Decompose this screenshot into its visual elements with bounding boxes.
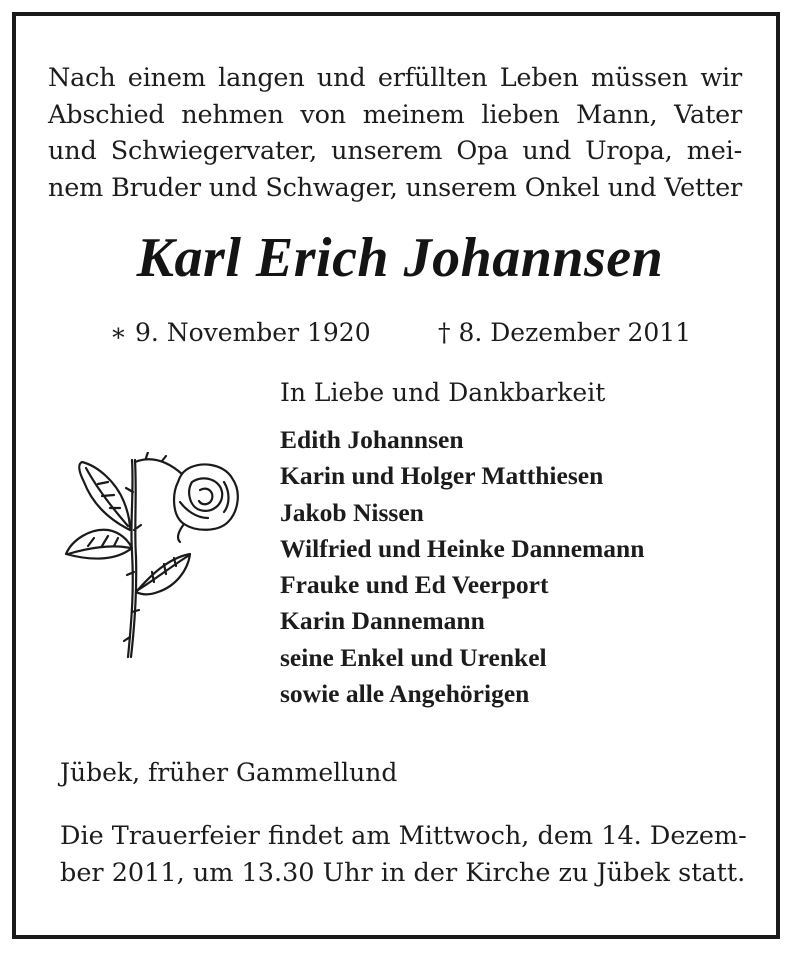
intro-line: Abschied nehmen von meinem lieben Mann, Vater (48, 99, 742, 130)
place: Jübek, früher Gammellund (60, 758, 398, 787)
rose-drawing-icon (58, 452, 248, 667)
service-line: ber 2011, um 13.30 Uhr in der Kirche zu Jübek statt. (60, 858, 746, 888)
deceased-name: Karl Erich Johannsen (136, 227, 664, 289)
dedication: In Liebe und Dankbarkeit (280, 378, 606, 407)
mourner: seine Enkel und Urenkel (280, 642, 547, 672)
birth-date: ∗ 9. November 1920 (110, 318, 371, 347)
funeral-service-text (60, 818, 747, 892)
service-line: Die Trauerfeier findet am Mittwoch, dem 14. Dezem- (60, 821, 747, 851)
mourners-list (280, 422, 644, 712)
mourner: Karin und Holger Matthiesen (280, 461, 604, 491)
mourner: Karin Dannemann (280, 606, 485, 636)
intro-line: und Schwiegervater, unserem Opa und Uropa, mei- (48, 136, 742, 166)
intro-text (48, 60, 742, 206)
intro-line: Nach einem langen und erfüllten Leben müssen wir (48, 63, 742, 93)
intro-line: nem Bruder und Schwager, unserem Onkel und Vetter (48, 172, 742, 203)
death-date: † 8. Dezember 2011 (438, 318, 692, 347)
mourner: Jakob Nissen (280, 497, 424, 527)
mourner: Frauke und Ed Veerport (280, 570, 549, 600)
mourner: sowie alle Angehörigen (280, 679, 530, 709)
mourner: Edith Johannsen (280, 425, 464, 454)
mourner: Wilfried und Heinke Dannemann (280, 533, 645, 563)
